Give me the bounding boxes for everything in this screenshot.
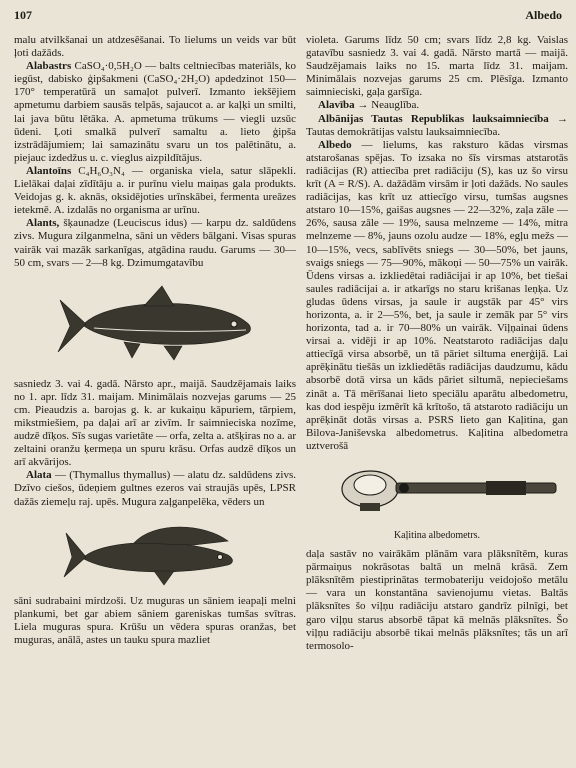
entry-heading: Alantoīns — [26, 164, 72, 177]
albedometer-illustration — [306, 459, 568, 527]
entry-text: → Tautas demokrātijas valstu lauksaimniecība. — [306, 112, 568, 138]
entry-text: CaSO₄·0,5H₂O — balts celtniecības materiāls, ko iegūst, dabisko ģipšakmeni (CaSO₄·2H₂O) apdedzinot 150—170° temperatūrā un samaļot pulverī. Izmanto iekšējiem apmetumu darbiem sausās telpās, sajaucot a. ar kaļķi un smilti, lai java būtu lētāka. A. apmetuma trūkums — viegli uzsūc ūdeni. Ļoti smalkā pulverī samaltu a. lieto ģipša izstrādājumiem; lai samazinātu svaru un tos palētinātu, a. piejauc izdedžus u. c. vieglus aizpildītājus. — [14, 60, 296, 164]
running-head: Albedo — [525, 8, 562, 22]
figure-caption: Kaļitina albedometrs. — [393, 530, 481, 541]
entry-heading: Alata — [26, 469, 52, 482]
entry-heading: Albedo — [318, 138, 352, 151]
entry-heading: Alabastrs — [26, 60, 72, 73]
paragraph: sasniedz 3. vai 4. gadā. Nārsto apr., maijā. Saudzējamais laiks no 1. apr. līdz 31. maijam. Minimālais nozvejas garums — 25 cm. Pieaudzis a. barojas g. k. ar kukaiņu kāpuriem, tārpiem, mikstmiešiem, pa daļai arī ar zivīm. Ir saimnieciska nozīme, audzē dīķos. Sīs sugas varietāte — orfa, zelta a. atšķiras no a. ar zeltaini oranžu ķermeņa un spuru krāsu. Orfas audzē dīķos un arī akvārijos. — [14, 377, 296, 469]
entry-alabastrs — [14, 60, 296, 165]
grayling-fish-illustration — [14, 515, 296, 589]
right-column — [306, 34, 568, 653]
page-number: 107 — [14, 8, 32, 22]
entry-text: → Neauglība. — [357, 99, 420, 112]
entry-heading: Alants, — [26, 217, 60, 230]
left-column — [14, 34, 296, 647]
entry-text: — lielums, kas raksturo kādas virsmas atstarošanas spējas. To izsaka no šīs virsmas atstarotās radiācijas (R) attiecība pret radiāciju (S), kas uz šo virsu krīt (A = R/S). A. dažādām virsām ir ļoti dažāds. No saules radiācijas, kas krīt uz attiecīgo virsu, tumšas augsnes atstaro 10—15%, gaišas augsnes — 22—32%, zaļa zāle — 26%, sausa zāle — 19%, sausa melnzeme — 14%, mitra melnzeme — 8%, jauns ozolu audze — 18%, egļu mežs — 10—15%, vecs, sablīvēts sniegs — 30—50%, bet jauns, svaigs sniegs — 75—90%, mākoņi — 50—75% un vairāk. Ūdens virsas a. izkliedētai radiācijai ir ap 10%, bet tiešai saules radiācijai a. ir atkarīgs no staru krišanas leņķa. Uz gludas ūdens virsas, ja saule ir augstāk par 45° virs horizonta, a. ir 2—5%, bet, ja saule ir zemāk par 5° virs horizonta, tad a. ir 70—80% un vairāk. Viļņainai ūdens virsai a. vidēji ir ap 10%. Neatstaroto radiācijas daļu attiecīgā virsa absorbē, un tā pāriet siltuma enerģijā. Lai aprēķinātu tiešās un izkliedētās radiācijas daudzumu, kādu absorbē dotā virsa un kāds pāriet siltumā, nepieciešams zināt a. Tā mērīšanai lieto speciālu aparātu albedometru, kas dod iespēju izmērīt kā krītošo, tā atstaroto radiāciju un aprēķināt dotās virsas a. PSRS lieto gan Kaļitina, gan Bilova-Janiševska albedometrus. Kaļitina albedometra uztverošā — [306, 138, 568, 452]
entry-alantoins — [14, 165, 296, 217]
entry-heading: Albānijas Tautas Republikas lauksaimniecība — [318, 112, 549, 125]
paragraph: malu atvilkšanai un atdzesēšanai. To lielums un veids var būt ļoti dažāds. — [14, 34, 296, 60]
entry-alata — [14, 469, 296, 508]
entry-text: — (Thymallus thymallus) — alatu dz. saldūdens zivs. Dzīvo ciešos, ūdeņiem gultnes ezeros vai straujās upēs, LPSR dažās ziemeļu raj. upēs. Mugura zaļganpelēka, vēders un — [14, 469, 296, 508]
entry-text: šķaunadze (Leuciscus idus) — karpu dz. saldūdens zivs. Mugura zilganmelna, sāni un vēders bālgani. Visas spuras vairāk vai mazāk sarkanīgas, atgādina raudu. Garums — 30—50 cm, svars — 2—8 kg. Dzimumgatavību — [14, 217, 296, 269]
ide-fish-illustration — [14, 276, 296, 372]
albedometer-figure — [306, 459, 568, 542]
entry-albedo — [306, 139, 568, 453]
entry-alants — [14, 217, 296, 269]
page-header — [0, 8, 576, 30]
paragraph: violeta. Garums līdz 50 cm; svars līdz 2,8 kg. Vaislas gatavību sasniedz 3. vai 4. gadā. Nārsto martā — maijā. Saudzējamais laiks no 15. marta līdz 31. maijam. Minimālais nozvejas garums 25 cm. Plēsīga. Izmanto saimnieciski, gaļa garšīga. — [306, 34, 568, 99]
paragraph: sāni sudrabaini mirdzoši. Uz muguras un sāniem ieapaļi melni plankumi, bet gar abiem sāniem gareniskas tumšas svītras. Liela muguras spura. Krūšu un vēdera spuras oranžas, bet muguras, anālā, astes un tauku spura mazliet — [14, 594, 296, 646]
entry-text: C₄H₆O₃N₄ — organiska viela, satur slāpekli. Lielākai daļai zīdītāju a. ir purīnu vielu maiņas gala produkts. Veidojas g. k. aknās, oksidējoties urīnskābei, fermenta ureāzes ietekmē. A. izdalās no organisma ar urīnu. — [14, 164, 296, 217]
paragraph: daļa sastāv no vairākām plānām vara plāksnītēm, kuras pārmaiņus nokrāsotas baltā un melnā krāsā. Zem plāksnītēm piestiprinātas termobateriju veidojošo metālu — vara un konstantāna savienojumu vietas. Baltās plāksnītes šo viļņu radiāciju atstaro gandrīz pilnīgi, bet garo viļņu starus absorbē tāpat kā melnās plāksnītes. Šo viļņu radiāciju absorbē tikai melnās plāksnītes; tās un arī termosolo- — [306, 548, 568, 652]
entry-heading: Alavība — [318, 99, 355, 112]
entry-albanijas — [306, 113, 568, 139]
entry-alaviba — [306, 99, 568, 112]
